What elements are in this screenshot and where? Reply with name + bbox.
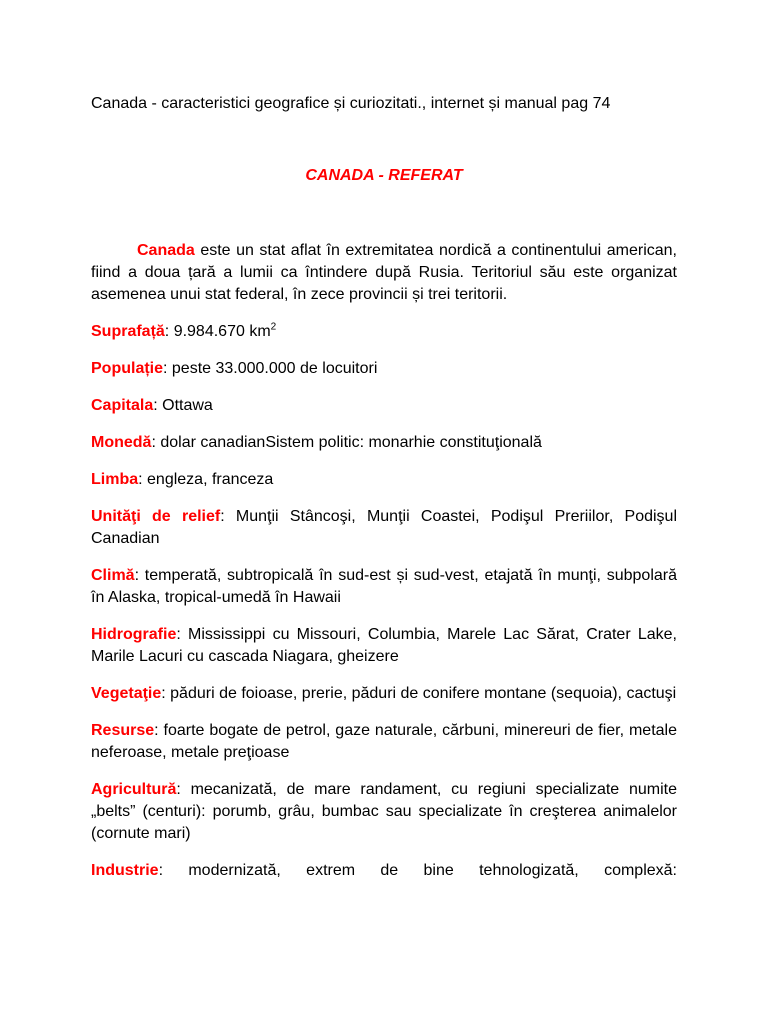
fact-climate [91, 565, 677, 609]
fact-language [91, 469, 677, 491]
fact-label-hydrography: Hidrografie [91, 626, 177, 643]
fact-value-relief: : Munţii Stâncoşi, Munţii Coastei, Podişul Preriilor, Podişul Canadian [91, 508, 678, 547]
fact-value-agriculture: : mecanizată, de mare randament, cu regiuni specializate numite „belts” (centuri): porumb, grâu, bumbac sau specializate în creşterea animalelor (cornute mari) [91, 781, 677, 842]
fact-value-climate: : temperată, subtropicală în sud-est și sud-vest, etajată în munţi, subpolară în Alaska, tropical-umedă în Hawaii [91, 567, 677, 606]
fact-label-agriculture: Agricultură [91, 781, 177, 798]
fact-capital [91, 395, 677, 417]
fact-label-industry: Industrie [91, 862, 159, 879]
fact-vegetation [91, 683, 677, 705]
fact-label-vegetation: Vegetaţie [91, 685, 162, 702]
fact-value-population: : peste 33.000.000 de locuitori [163, 360, 378, 377]
fact-industry [91, 860, 677, 882]
fact-label-resources: Resurse [91, 722, 155, 739]
fact-relief [91, 506, 677, 550]
fact-value-vegetation: : păduri de foioase, prerie, păduri de conifere montane (sequoia), cactuşi [161, 685, 677, 702]
fact-label-capital: Capitala [91, 397, 154, 414]
fact-label-relief: Unităţi de relief [91, 508, 221, 525]
fact-value-industry: : modernizată, extrem de bine tehnologizată, complexă: [158, 862, 677, 879]
fact-area [91, 321, 677, 343]
document-body [91, 240, 677, 897]
fact-label-climate: Climă [91, 567, 135, 584]
intro-keyword: Canada [137, 242, 195, 259]
intro-paragraph [91, 240, 677, 306]
fact-currency [91, 432, 677, 454]
fact-label-area: Suprafață [91, 323, 165, 340]
fact-sup-area: 2 [270, 321, 277, 333]
fact-label-currency: Monedă [91, 434, 152, 451]
document-header: Canada - caracteristici geografice și curiozitati., internet și manual pag 74 [91, 95, 611, 112]
fact-value-resources: : foarte bogate de petrol, gaze naturale, cărbuni, minereuri de fier, metale neferoase, metale preţioase [91, 722, 677, 761]
fact-agriculture [91, 779, 677, 845]
fact-value-language: : engleza, franceza [138, 471, 274, 488]
fact-value-currency: : dolar canadianSistem politic: monarhie constituţională [151, 434, 542, 451]
fact-label-population: Populație [91, 360, 164, 377]
fact-label-language: Limba [91, 471, 139, 488]
fact-population [91, 358, 677, 380]
fact-resources [91, 720, 677, 764]
fact-value-capital: : Ottawa [153, 397, 213, 414]
fact-hydrography [91, 624, 677, 668]
intro-text: este un stat aflat în extremitatea nordică a continentului american, fiind a doua țară a lumii ca întindere după Rusia. Teritoriul său este organizat asemenea unui stat federal, în zece provincii și trei teritorii. [91, 242, 677, 303]
document-title: CANADA - REFERAT [305, 167, 463, 184]
fact-value-hydrography: : Mississippi cu Missouri, Columbia, Marele Lac Sărat, Crater Lake, Marile Lacuri cu cascada Niagara, gheizere [91, 626, 677, 665]
fact-value-area: : 9.984.670 km [164, 323, 271, 340]
